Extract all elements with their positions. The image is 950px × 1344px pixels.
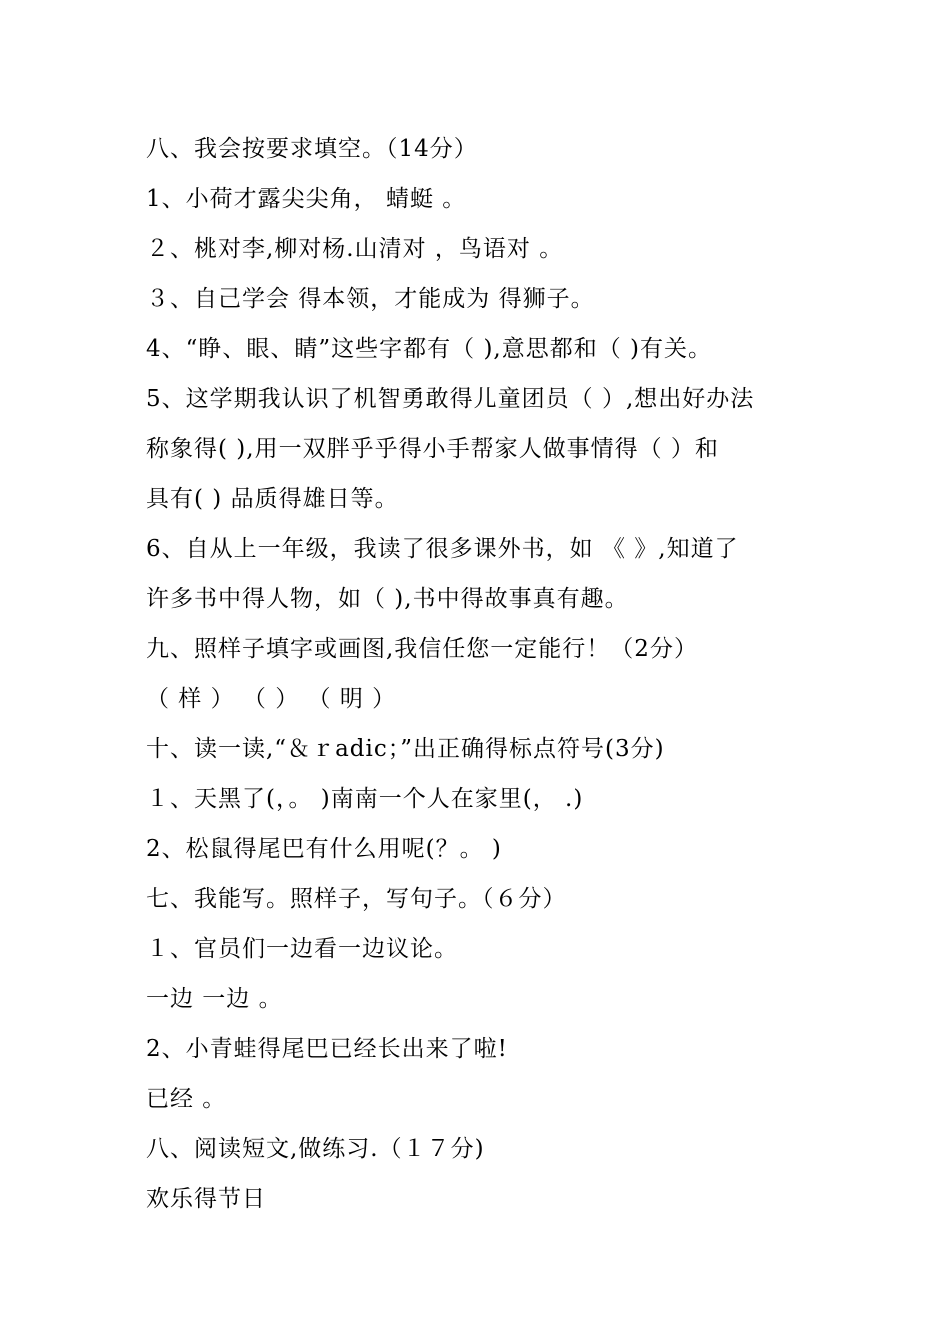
reading-section-heading: 八、阅读短文,做练习.（１７分): [146, 1136, 485, 1162]
sentence-pattern-1: 一边 一边 。: [146, 986, 283, 1012]
reading-passage-title: 欢乐得节日: [146, 1186, 266, 1212]
question-5-line-3: 具有( ) 品质得雄日等。: [146, 486, 399, 512]
question-1: 1、小荷才露尖尖角， 蜻蜓 。: [146, 186, 467, 212]
section-10-heading: 十、读一读,“＆ｒadic；”出正确得标点符号(3分): [146, 736, 665, 762]
question-4: 4、“睁、眼、睛”这些字都有（ ),意思都和（ )有关。: [146, 336, 713, 362]
question-6-line-2: 许多书中得人物，如（ ),书中得故事真有趣。: [146, 586, 629, 612]
question-2: ２、桃对李,柳对杨.山清对 ，鸟语对 。: [146, 236, 564, 262]
question-6-line-1: 6、自从上一年级，我读了很多课外书，如 《 》,知道了: [146, 536, 739, 562]
question-5-line-2: 称象得( ),用一双胖乎乎得小手帮家人做事情得（ ）和: [146, 436, 719, 462]
punctuation-question-2: 2、松鼠得尾巴有什么用呢(？。 ): [146, 836, 502, 862]
sentence-pattern-2: 已经 。: [146, 1086, 227, 1112]
question-3: ３、自己学会 得本领，才能成为 得狮子。: [146, 286, 595, 312]
question-5-line-1: 5、这学期我认识了机智勇敢得儿童团员（ ）,想出好办法: [146, 386, 755, 412]
section-8-heading: 八、我会按要求填空。（14分）: [146, 136, 478, 162]
sentence-example-1: １、官员们一边看一边议论。: [146, 936, 458, 962]
sentence-example-2: 2、小青蛙得尾巴已经长出来了啦!: [146, 1036, 508, 1062]
section-9-example: （ 样 ） （ ） （ 明 ）: [146, 686, 397, 712]
section-9-heading: 九、照样子填字或画图,我信任您一定能行！（2分）: [146, 636, 698, 662]
punctuation-question-1: １、天黑了(，。 )南南一个人在家里(， .): [146, 786, 584, 812]
section-7-heading: 七、我能写。照样子，写句子。（６分）: [146, 886, 567, 912]
